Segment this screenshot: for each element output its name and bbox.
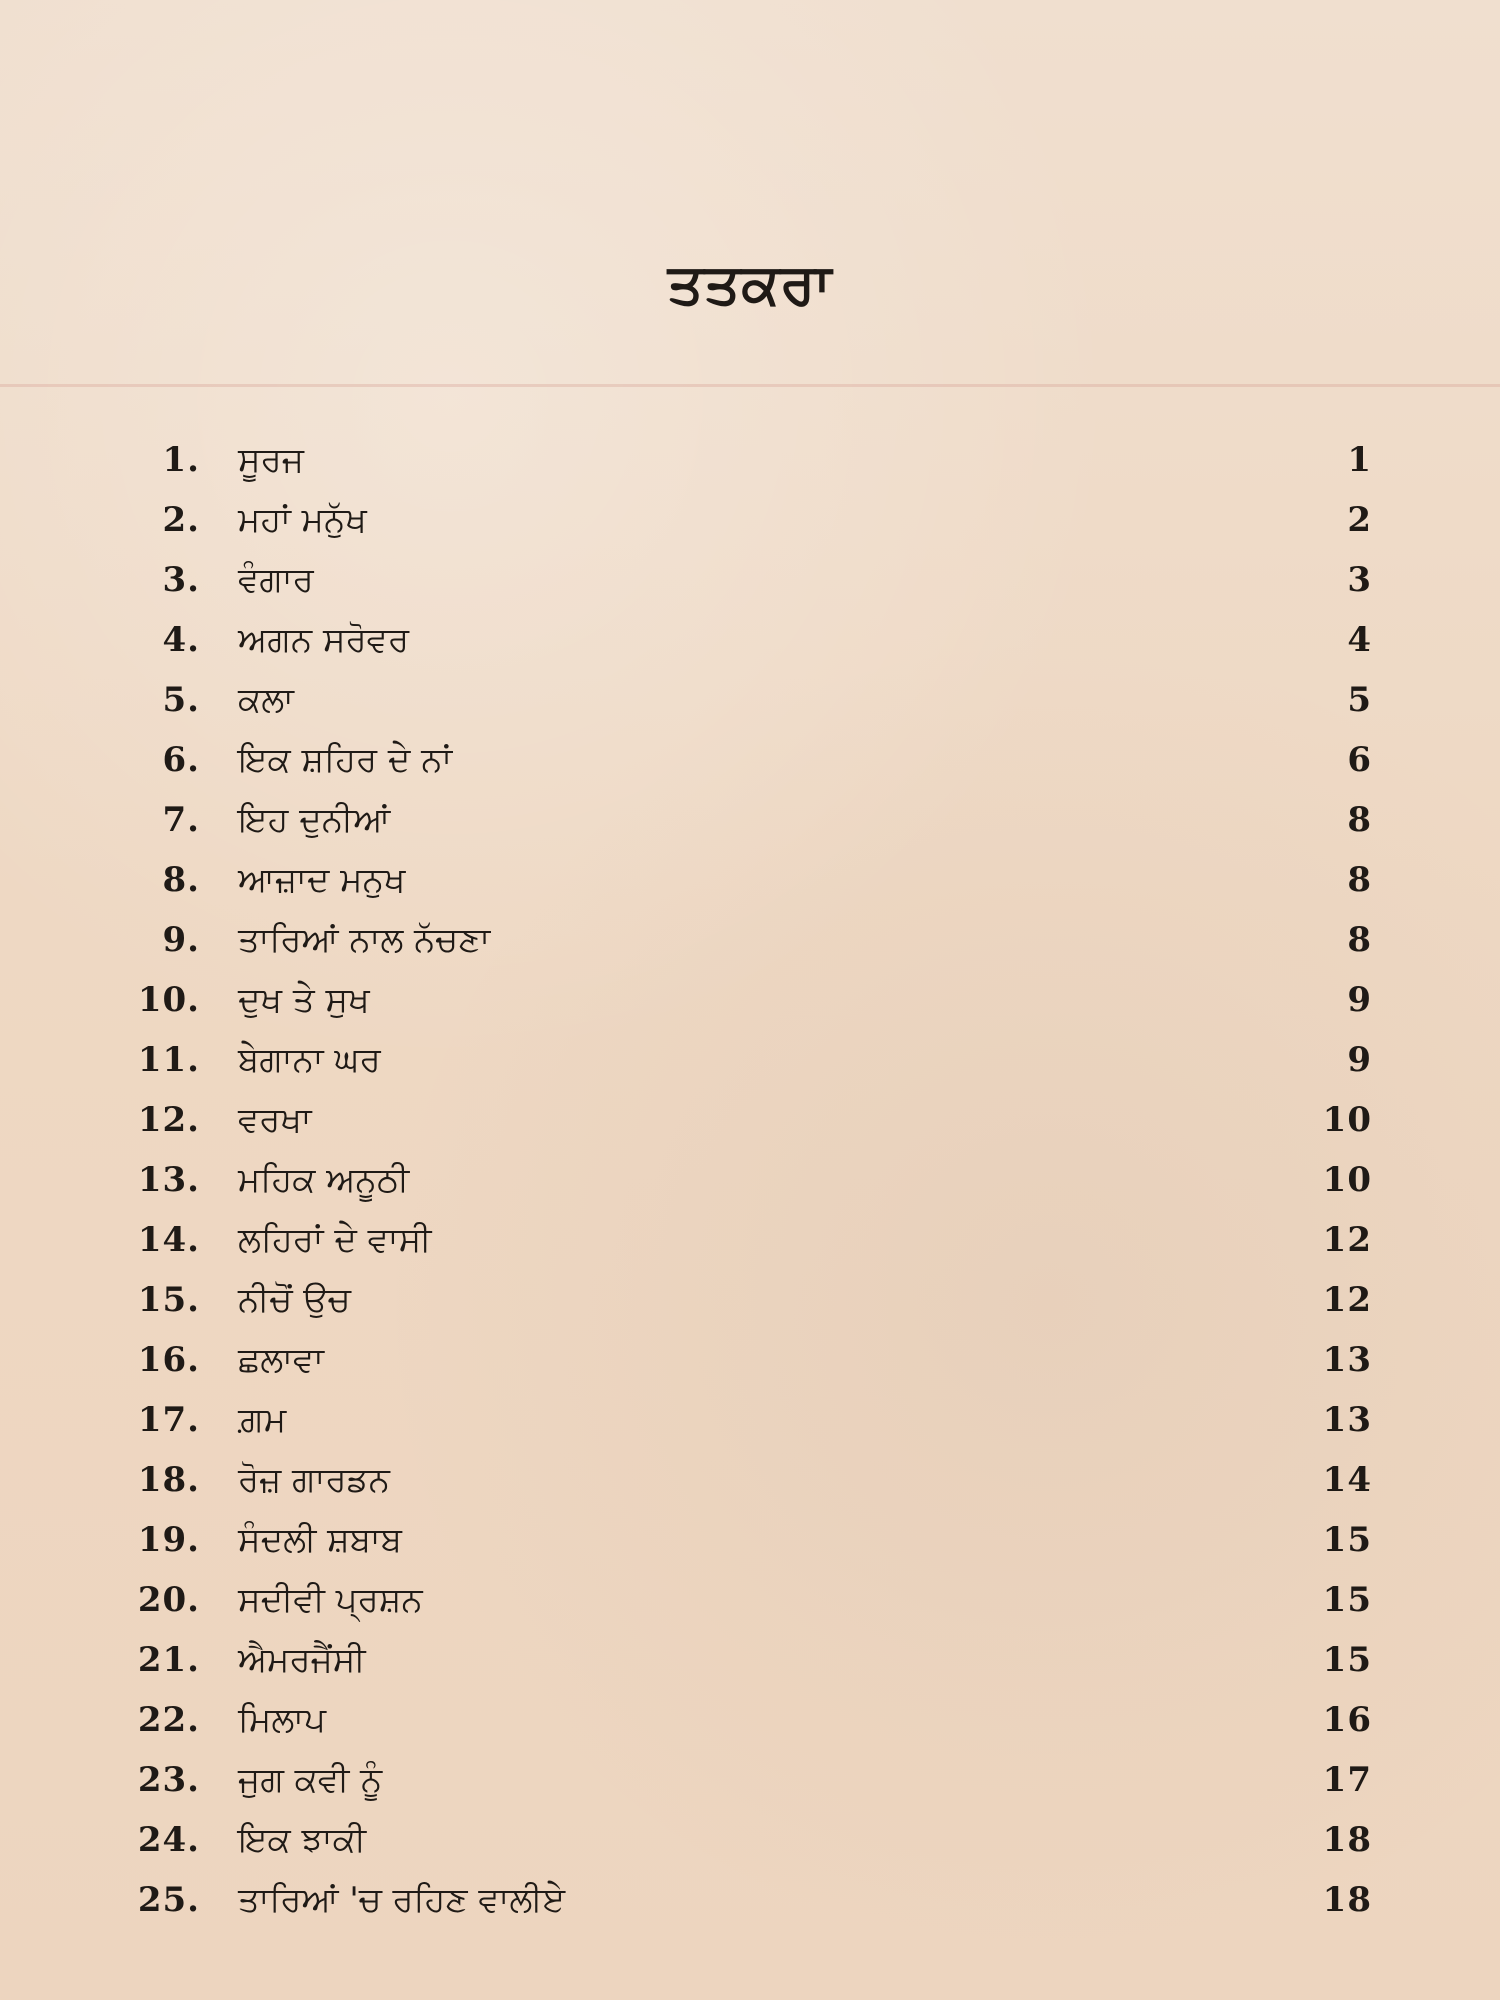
toc-row bbox=[0, 790, 1500, 850]
entry-number: 4. bbox=[162, 620, 200, 660]
toc-row bbox=[0, 970, 1500, 1030]
entry-number: 3. bbox=[162, 560, 200, 600]
entry-title: ਗ਼ਮ bbox=[238, 1400, 287, 1440]
entry-page-number: 15 bbox=[1322, 1520, 1372, 1560]
entry-number: 24. bbox=[137, 1820, 200, 1860]
entry-page-number: 2 bbox=[1347, 500, 1372, 540]
entry-page-number: 8 bbox=[1347, 800, 1372, 840]
toc-row bbox=[0, 1090, 1500, 1150]
entry-page-number: 13 bbox=[1322, 1400, 1372, 1440]
entry-title: ਦੁਖ ਤੇ ਸੁਖ bbox=[238, 980, 370, 1020]
entry-number: 19. bbox=[137, 1520, 200, 1560]
toc-row bbox=[0, 550, 1500, 610]
entry-page-number: 12 bbox=[1322, 1220, 1372, 1260]
toc-row bbox=[0, 850, 1500, 910]
entry-title: ਵਰਖਾ bbox=[238, 1100, 312, 1140]
entry-number: 5. bbox=[162, 680, 200, 720]
entry-page-number: 9 bbox=[1347, 1040, 1372, 1080]
entry-title: ਛਲਾਵਾ bbox=[238, 1340, 325, 1380]
toc-row bbox=[0, 490, 1500, 550]
entry-number: 7. bbox=[162, 800, 200, 840]
entry-page-number: 15 bbox=[1322, 1580, 1372, 1620]
entry-page-number: 9 bbox=[1347, 980, 1372, 1020]
entry-title: ਇਕ ਝਾਕੀ bbox=[238, 1820, 367, 1860]
entry-number: 13. bbox=[137, 1160, 200, 1200]
toc-row bbox=[0, 1450, 1500, 1510]
entry-title: ਤਾਰਿਆਂ 'ਚ ਰਹਿਣ ਵਾਲੀਏ bbox=[238, 1880, 566, 1920]
page-title: ਤਤਕਰਾ bbox=[667, 252, 833, 317]
entry-title: ਸੰਦਲੀ ਸ਼ਬਾਬ bbox=[238, 1520, 402, 1560]
entry-number: 25. bbox=[137, 1880, 200, 1920]
toc-row bbox=[0, 1330, 1500, 1390]
entry-page-number: 15 bbox=[1322, 1640, 1372, 1680]
entry-page-number: 17 bbox=[1322, 1760, 1372, 1800]
entry-number: 23. bbox=[137, 1760, 200, 1800]
entry-number: 14. bbox=[137, 1220, 200, 1260]
entry-number: 1. bbox=[162, 440, 200, 480]
entry-title: ਵੰਗਾਰ bbox=[238, 560, 314, 600]
entry-number: 8. bbox=[162, 860, 200, 900]
entry-number: 18. bbox=[137, 1460, 200, 1500]
entry-title: ਆਜ਼ਾਦ ਮਨੁਖ bbox=[238, 860, 406, 900]
toc-row bbox=[0, 1570, 1500, 1630]
entry-number: 2. bbox=[162, 500, 200, 540]
entry-number: 12. bbox=[137, 1100, 200, 1140]
toc-row bbox=[0, 1690, 1500, 1750]
entry-title: ਜੁਗ ਕਵੀ ਨੂੰ bbox=[238, 1760, 383, 1800]
entry-page-number: 12 bbox=[1322, 1280, 1372, 1320]
entry-title: ਕਲਾ bbox=[238, 680, 294, 720]
toc-row bbox=[0, 1510, 1500, 1570]
entry-title: ਬੇਗਾਨਾ ਘਰ bbox=[238, 1040, 381, 1080]
entry-title: ਅਗਨ ਸਰੋਵਰ bbox=[238, 620, 410, 660]
toc-row bbox=[0, 1030, 1500, 1090]
toc-row bbox=[0, 1150, 1500, 1210]
entry-page-number: 14 bbox=[1322, 1460, 1372, 1500]
entry-title: ਇਕ ਸ਼ਹਿਰ ਦੇ ਨਾਂ bbox=[238, 740, 453, 780]
entry-title: ਮਹਾਂ ਮਨੁੱਖ bbox=[238, 500, 367, 540]
toc-row bbox=[0, 1630, 1500, 1690]
entry-title: ਮਹਿਕ ਅਨੂਠੀ bbox=[238, 1160, 410, 1200]
toc-row bbox=[0, 670, 1500, 730]
entry-page-number: 4 bbox=[1347, 620, 1372, 660]
entry-title: ਇਹ ਦੁਨੀਆਂ bbox=[238, 800, 391, 840]
entry-number: 16. bbox=[137, 1340, 200, 1380]
entry-page-number: 10 bbox=[1322, 1100, 1372, 1140]
toc-row bbox=[0, 1390, 1500, 1450]
entry-title: ਸਦੀਵੀ ਪ੍ਰਸ਼ਨ bbox=[238, 1580, 423, 1620]
toc-row bbox=[0, 1810, 1500, 1870]
entry-number: 6. bbox=[162, 740, 200, 780]
toc-row bbox=[0, 430, 1500, 490]
entry-page-number: 6 bbox=[1347, 740, 1372, 780]
entry-page-number: 5 bbox=[1347, 680, 1372, 720]
entry-page-number: 13 bbox=[1322, 1340, 1372, 1380]
entry-number: 20. bbox=[137, 1580, 200, 1620]
toc-row bbox=[0, 1270, 1500, 1330]
toc-row bbox=[0, 1210, 1500, 1270]
entry-number: 22. bbox=[137, 1700, 200, 1740]
entry-title: ਤਾਰਿਆਂ ਨਾਲ ਨੱਚਣਾ bbox=[238, 920, 491, 960]
entry-page-number: 18 bbox=[1322, 1820, 1372, 1860]
toc-row bbox=[0, 910, 1500, 970]
bleed-through-line bbox=[0, 384, 1500, 387]
entry-number: 21. bbox=[137, 1640, 200, 1680]
entry-page-number: 16 bbox=[1322, 1700, 1372, 1740]
entry-page-number: 18 bbox=[1322, 1880, 1372, 1920]
table-of-contents bbox=[0, 430, 1500, 1930]
entry-title: ਨੀਚੋਂ ਉਚ bbox=[238, 1280, 351, 1320]
entry-number: 17. bbox=[137, 1400, 200, 1440]
entry-title: ਸੂਰਜ bbox=[238, 440, 304, 480]
entry-title: ਮਿਲਾਪ bbox=[238, 1700, 326, 1740]
toc-row bbox=[0, 1750, 1500, 1810]
entry-page-number: 10 bbox=[1322, 1160, 1372, 1200]
entry-title: ਲਹਿਰਾਂ ਦੇ ਵਾਸੀ bbox=[238, 1220, 432, 1260]
toc-row bbox=[0, 610, 1500, 670]
entry-page-number: 8 bbox=[1347, 860, 1372, 900]
entry-number: 15. bbox=[137, 1280, 200, 1320]
toc-row bbox=[0, 1870, 1500, 1930]
entry-title: ਐਮਰਜੈਂਸੀ bbox=[238, 1640, 366, 1680]
entry-number: 9. bbox=[162, 920, 200, 960]
entry-page-number: 1 bbox=[1347, 440, 1372, 480]
entry-number: 11. bbox=[137, 1040, 200, 1080]
entry-number: 10. bbox=[137, 980, 200, 1020]
entry-page-number: 3 bbox=[1347, 560, 1372, 600]
toc-row bbox=[0, 730, 1500, 790]
entry-title: ਰੋਜ਼ ਗਾਰਡਨ bbox=[238, 1460, 390, 1500]
entry-page-number: 8 bbox=[1347, 920, 1372, 960]
